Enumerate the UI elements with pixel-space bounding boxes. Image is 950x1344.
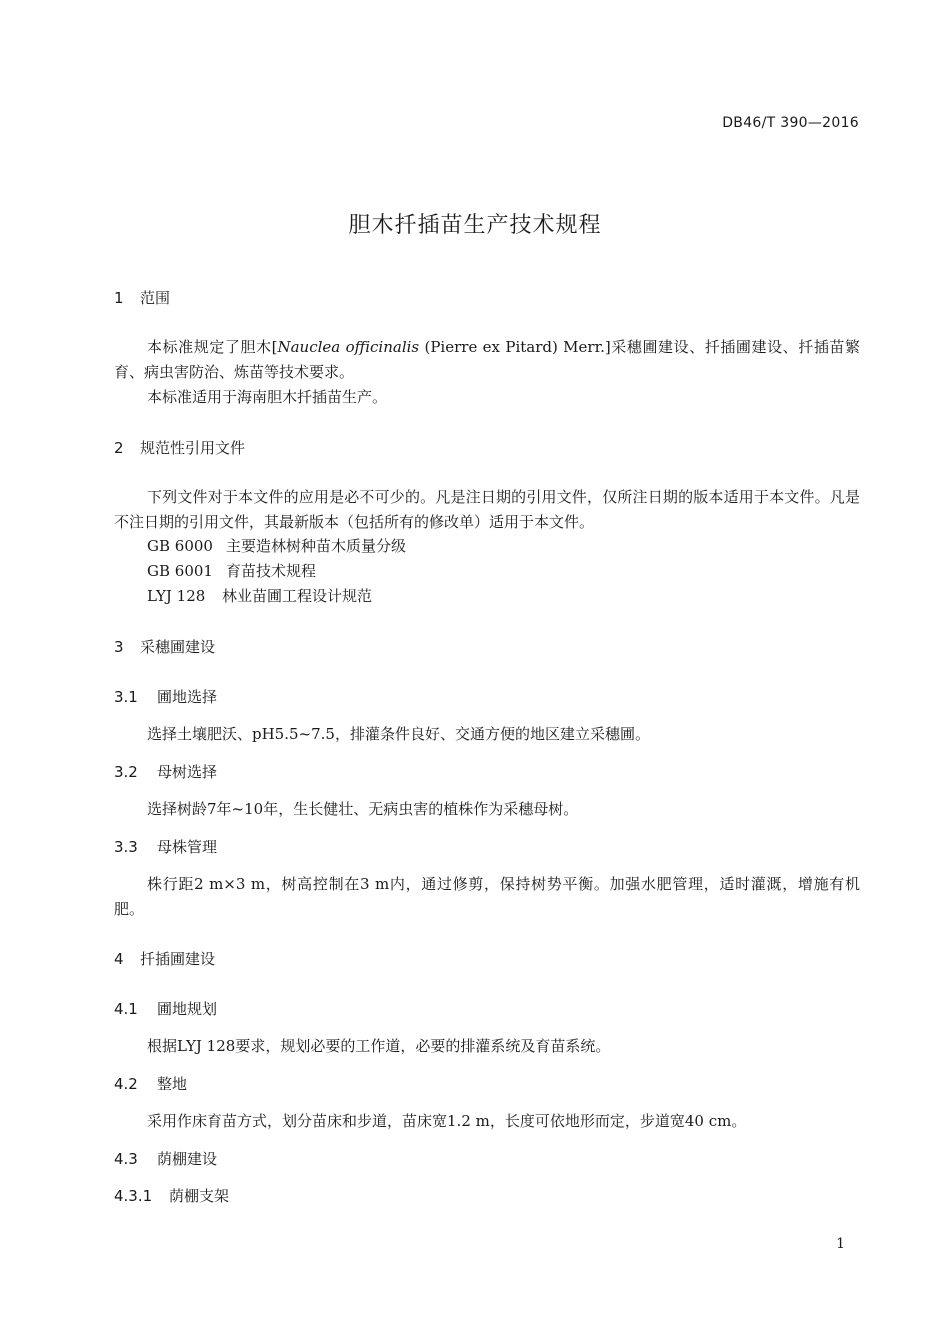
section-title: 荫棚支架 [169, 1187, 230, 1205]
section-title: 整地 [157, 1075, 188, 1093]
reference-code: LYJ 128 [147, 587, 206, 605]
section-number: 4.3 [114, 1150, 138, 1168]
subsection-heading-3-1 [114, 686, 217, 707]
reference-code: GB 6000 [147, 537, 213, 555]
section-number: 4.3.1 [114, 1187, 153, 1205]
subsection-heading-4-2 [114, 1073, 187, 1094]
paragraph-land-preparation: 采用作床育苗方式，划分苗床和步道，苗床宽1.2 m，长度可依地形而定，步道宽40 cm。 [147, 1112, 747, 1130]
section-number: 1 [114, 289, 124, 307]
paragraph-nursery-planning: 根据LYJ 128要求，规划必要的工作道，必要的排灌系统及育苗系统。 [147, 1037, 611, 1055]
section-title: 采穗圃建设 [140, 638, 216, 656]
reference-item [147, 585, 372, 606]
paragraph-applicability: 本标准适用于海南胆木扦插苗生产。 [147, 388, 388, 406]
section-heading-3 [114, 636, 215, 657]
subsection-heading-4-3-1 [114, 1185, 229, 1206]
subsection-heading-3-2 [114, 761, 217, 782]
section-number: 2 [114, 439, 124, 457]
paragraph-references: 下列文件对于本文件的应用是必不可少的。凡是注日期的引用文件，仅所注日期的版本适用于本文件。凡是不注日期的引用文件，其最新版本（包括所有的修改单）适用于本文件。 [114, 488, 860, 531]
section-heading-4 [114, 948, 215, 969]
section-title: 范围 [140, 289, 171, 307]
standard-code: DB46/T 390—2016 [722, 115, 859, 131]
reference-title: 育苗技术规程 [226, 562, 317, 580]
section-number: 3 [114, 638, 124, 656]
paragraph-mother-tree: 选择树龄7年~10年，生长健壮、无病虫害的植株作为采穗母树。 [147, 800, 579, 818]
subsection-heading-4-3 [114, 1148, 217, 1169]
paragraph-mother-plant-management: 株行距2 m×3 m，树高控制在3 m内，通过修剪，保持树势平衡。加强水肥管理，适时灌溉，增施有机肥。 [114, 875, 860, 918]
section-title: 母株管理 [157, 838, 218, 856]
page-number: 1 [836, 1236, 845, 1252]
section-number: 4 [114, 950, 124, 968]
section-number: 4.1 [114, 1000, 138, 1018]
section-number: 4.2 [114, 1075, 138, 1093]
reference-title: 林业苗圃工程设计规范 [222, 587, 373, 605]
latin-name: Nauclea officinalis [277, 338, 420, 356]
section-title: 母树选择 [157, 763, 218, 781]
section-number: 3.2 [114, 763, 138, 781]
section-number: 3.3 [114, 838, 138, 856]
subsection-heading-3-3 [114, 836, 217, 857]
section-title: 圃地选择 [157, 688, 218, 706]
reference-item [147, 560, 316, 581]
section-title: 规范性引用文件 [140, 439, 246, 457]
reference-item [147, 535, 406, 556]
paragraph-scope: 本标准规定了胆木[Nauclea officinalis (Pierre ex Pitard) Merr.]采穗圃建设、扦插圃建设、扦插苗繁育、病虫害防治、炼苗等技术要求。 [114, 338, 860, 381]
section-heading-2 [114, 437, 245, 458]
reference-code: GB 6001 [147, 562, 213, 580]
subsection-heading-4-1 [114, 998, 217, 1019]
section-number: 3.1 [114, 688, 138, 706]
section-title: 圃地规划 [157, 1000, 218, 1018]
paragraph-site-selection: 选择土壤肥沃、pH5.5~7.5，排灌条件良好、交通方便的地区建立采穗圃。 [147, 725, 650, 743]
document-title: 胆木扦插苗生产技术规程 [348, 213, 602, 238]
section-title: 荫棚建设 [157, 1150, 218, 1168]
section-title: 扦插圃建设 [140, 950, 216, 968]
section-heading-1 [114, 287, 170, 308]
reference-title: 主要造林树种苗木质量分级 [226, 537, 407, 555]
